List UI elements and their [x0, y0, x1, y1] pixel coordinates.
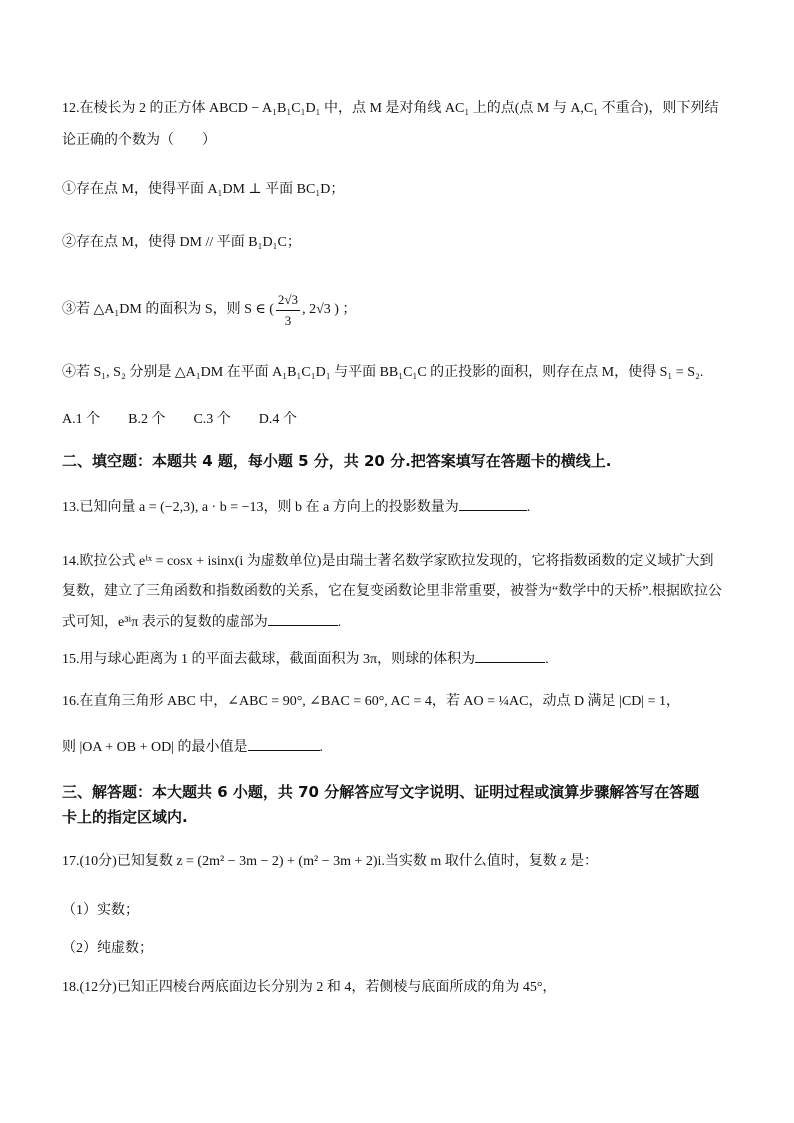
q12-option-3-suffix: , 2√3 ) ； [302, 302, 357, 317]
section3-heading-line1: 三、解答题：本大题共 6 小题，共 70 分解答应写文字说明、证明过程或演算步骤解答写在答题 [62, 783, 700, 801]
q14-line3 [62, 611, 341, 633]
q12-option-2: ②存在点 M，使得 DM // 平面 B₁D₁C； [62, 235, 301, 250]
q16-answer-blank[interactable] [248, 736, 320, 751]
q17-stem: 17.(10分)已知复数 z = (2m² − 3m − 2) + (m² − 3m + 2)i.当实数 m 取什么值时，复数 z 是： [62, 854, 599, 869]
q15 [62, 648, 549, 670]
q14-line1: 14.欧拉公式 eⁱˣ = cosx + isinx(i 为虚数单位)是由瑞士著名数学家欧拉发现的，它将指数函数的定义域扩大到 [62, 554, 714, 569]
q12-stem-line2: 论正确的个数为（ ） [62, 133, 216, 148]
q12-option-1: ①存在点 M，使得平面 A₁DM ⊥ 平面 BC₁D； [62, 182, 345, 197]
q18-stem: 18.(12分)已知正四棱台两底面边长分别为 2 和 4，若侧棱与底面所成的角为 45°， [62, 980, 557, 995]
q12-option-3 [62, 290, 356, 330]
q13 [62, 496, 530, 518]
q13-text: 13.已知向量 a = (−2,3), a · b = −13，则 b 在 a 方向上的投影数量为 [62, 500, 459, 515]
q12-option-4: ④若 S₁, S₂ 分别是 △A₁DM 在平面 A₁B₁C₁D₁ 与平面 BB₁C₁C 的正投影的面积，则存在点 M，使得 S₁ = S₂. [62, 365, 704, 380]
q12-option-3-fraction [276, 290, 300, 331]
q13-answer-blank[interactable] [459, 496, 527, 511]
q15-end: . [545, 652, 549, 667]
fraction-numerator: 2√3 [276, 290, 300, 311]
q15-text: 15.用与球心距离为 1 的平面去截球，截面面积为 3π，则球的体积为 [62, 652, 476, 667]
q14-answer-blank[interactable] [268, 611, 338, 626]
q12-choices: A.1 个 B.2 个 C.3 个 D.4 个 [62, 412, 297, 427]
section2-heading: 二、填空题：本题共 4 题，每小题 5 分，共 20 分.把答案填写在答题卡的横线上. [62, 452, 612, 470]
q13-end: . [526, 500, 531, 515]
q12-option-3-prefix: ③若 △A₁DM 的面积为 S，则 S ∈ ( [62, 302, 274, 317]
q14-line3-text: 式可知，e³ⁱπ 表示的复数的虚部为 [62, 615, 268, 630]
section3-heading-line2: 卡上的指定区域内. [62, 808, 188, 826]
q17-part1: （1）实数； [62, 903, 139, 918]
q16-line2-text: 则 |OA + OB + OD| 的最小值是 [62, 740, 248, 755]
q14-line2: 复数，建立了三角函数和指数函数的关系，它在复变函数论里非常重要，被誉为“数学中的天桥”.根据欧拉公 [62, 584, 722, 599]
q16-line2 [62, 736, 323, 758]
q17-part2: （2）纯虚数； [62, 941, 153, 956]
fraction-denominator: 3 [284, 312, 292, 328]
q14-end: . [337, 615, 342, 630]
q12-stem-line1: 12.在棱长为 2 的正方体 ABCD − A₁B₁C₁D₁ 中，点 M 是对角线 AC₁ 上的点(点 M 与 A,C₁ 不重合)，则下列结 [62, 101, 719, 116]
q16-line1: 16.在直角三角形 ABC 中，∠ABC = 90°, ∠BAC = 60°, AC = 4，若 AO = ¼AC，动点 D 满足 |CD| = 1， [62, 694, 681, 709]
q16-end: . [319, 740, 324, 755]
q15-answer-blank[interactable] [475, 648, 545, 663]
